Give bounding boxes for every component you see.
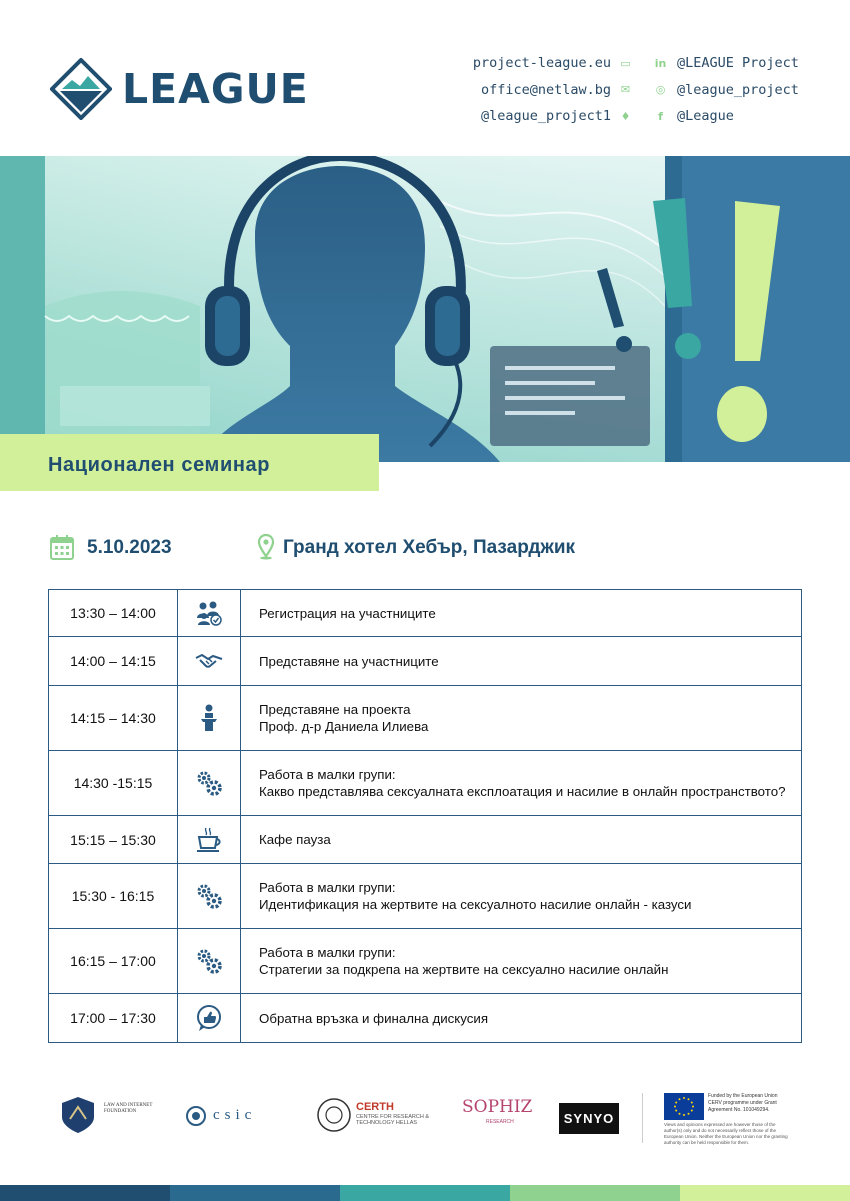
icon-cell [178, 929, 241, 993]
activity-line: Кафе пауза [259, 832, 331, 847]
speaker-icon [194, 703, 224, 733]
contact-text: @league_project1 [480, 108, 611, 125]
handshake-icon [194, 646, 224, 676]
activity-speaker: Проф. д-р Даниела Илиева [259, 719, 429, 734]
stripe-segment [680, 1185, 850, 1201]
activity-cell [241, 590, 801, 636]
activity-line: Работа в малки групи: [259, 767, 396, 782]
activity-detail: Идентификация на жертвите на сексуалното насилие онлайн - казуси [259, 897, 692, 912]
icon-cell [178, 994, 241, 1042]
icon-cell [178, 686, 241, 750]
location-pin-icon [258, 534, 274, 560]
sophiz-logo [462, 1097, 533, 1125]
time-cell: 14:00 – 14:15 [49, 637, 178, 685]
monitor-icon: ▭ [620, 56, 631, 70]
table-row [49, 929, 801, 994]
users-check-icon [194, 598, 224, 628]
brand-name: LEAGUE [122, 65, 309, 113]
eu-flag-icon [664, 1093, 704, 1120]
activity-detail: Стратегии за подкрепа на жертвите на сексуално насилие онлайн [259, 962, 669, 977]
stripe-segment [340, 1185, 510, 1201]
contact-list-right [654, 50, 799, 130]
gears-icon [194, 946, 224, 976]
league-logo [50, 58, 309, 120]
contact-email[interactable] [473, 77, 632, 104]
partner-logos [0, 1085, 850, 1155]
partner-name: csic [213, 1107, 257, 1123]
calendar-icon [50, 534, 74, 560]
contact-text: office@netlaw.bg [480, 81, 611, 98]
feedback-icon [194, 1003, 224, 1033]
partner-subtitle: RESEARCH [486, 1119, 514, 1125]
activity-line: Обратна връзка и финална дискусия [259, 1010, 489, 1026]
partner-subtitle: CENTRE FOR RESEARCH & TECHNOLOGY HELLAS [356, 1114, 430, 1126]
shield-icon [58, 1095, 98, 1135]
certh-emblem-icon [316, 1097, 352, 1133]
time-cell: 15:15 – 15:30 [49, 816, 178, 863]
icon-cell [178, 816, 241, 863]
contact-instagram[interactable] [654, 77, 799, 104]
table-row [49, 864, 801, 929]
partner-name: LAW AND INTERNET FOUNDATION [104, 1103, 153, 1114]
activity-cell [241, 994, 801, 1042]
activity-cell [241, 637, 801, 685]
partner-name: CERTH [356, 1101, 394, 1113]
icon-cell [178, 751, 241, 815]
activity-cell [241, 929, 801, 993]
mail-icon: ✉ [620, 83, 631, 97]
stripe-segment [510, 1185, 680, 1201]
icon-cell [178, 637, 241, 685]
bottom-color-stripe [0, 1185, 850, 1201]
activity-detail: Какво представлява сексуалната експлоатация и насилие в онлайн пространството? [259, 784, 786, 799]
twitter-icon: ♦ [620, 109, 631, 123]
eu-disclaimer: Views and opinions expressed are however those of the author(s) only and do not necessarily reflect those of the European Union. Neither the European Union nor the granting authority can be held responsible for them. [664, 1122, 788, 1145]
partner-name: SOPHIZ [462, 1097, 533, 1117]
activity-cell [241, 864, 801, 928]
time-cell: 16:15 – 17:00 [49, 929, 178, 993]
activity-cell [241, 816, 801, 863]
icon-cell [178, 590, 241, 636]
contact-facebook[interactable] [654, 103, 799, 130]
activity-cell [241, 686, 801, 750]
contact-website[interactable] [473, 50, 632, 77]
facebook-icon: f [658, 109, 663, 123]
stripe-segment [170, 1185, 340, 1201]
activity-cell [241, 751, 801, 815]
law-internet-foundation-logo [58, 1095, 153, 1140]
stripe-segment [0, 1185, 170, 1201]
contact-text: project-league.eu [472, 55, 611, 72]
instagram-icon: ◎ [655, 83, 666, 97]
event-date: 5.10.2023 [87, 537, 172, 558]
csic-logo [185, 1105, 257, 1132]
schedule-table [48, 589, 802, 1043]
event-location: Гранд хотел Хебър, Пазарджик [283, 537, 576, 558]
table-row [49, 637, 801, 686]
csic-emblem-icon [185, 1105, 207, 1127]
activity-line: Работа в малки групи: [259, 945, 396, 960]
league-diamond-icon [50, 58, 112, 120]
contact-list-left [473, 50, 632, 130]
time-cell: 17:00 – 17:30 [49, 994, 178, 1042]
time-cell: 15:30 - 16:15 [49, 864, 178, 928]
synyo-logo: SYNYO [559, 1103, 619, 1134]
contact-text: @league_project [677, 81, 799, 98]
certh-logo [316, 1097, 430, 1138]
gears-icon [194, 768, 224, 798]
table-row [49, 686, 801, 751]
time-cell: 13:30 – 14:00 [49, 590, 178, 636]
activity-line: Регистрация на участниците [259, 605, 436, 621]
divider [642, 1093, 643, 1143]
table-row [49, 590, 801, 637]
linkedin-icon: in [654, 56, 667, 70]
table-row [49, 994, 801, 1042]
time-cell: 14:15 – 14:30 [49, 686, 178, 750]
banner-illustration [0, 156, 850, 462]
contact-linkedin[interactable] [654, 50, 799, 77]
activity-line: Представяне на проекта [259, 702, 411, 717]
activity-line: Работа в малки групи: [259, 880, 396, 895]
table-row [49, 751, 801, 816]
coffee-icon [194, 825, 224, 855]
icon-cell [178, 864, 241, 928]
contact-twitter[interactable] [473, 103, 632, 130]
table-row [49, 816, 801, 864]
eu-funding-note: Funded by the European Union CERV programme under Grant Agreement No. 101049294. [708, 1093, 778, 1113]
contact-text: @LEAGUE Project [677, 55, 799, 72]
page-title: Национален семинар [48, 454, 271, 476]
activity-line: Представяне на участниците [259, 653, 439, 669]
title-banner [0, 434, 379, 491]
contact-text: @League [677, 108, 734, 125]
gears-icon [194, 881, 224, 911]
time-cell: 14:30 -15:15 [49, 751, 178, 815]
event-meta [50, 534, 810, 566]
